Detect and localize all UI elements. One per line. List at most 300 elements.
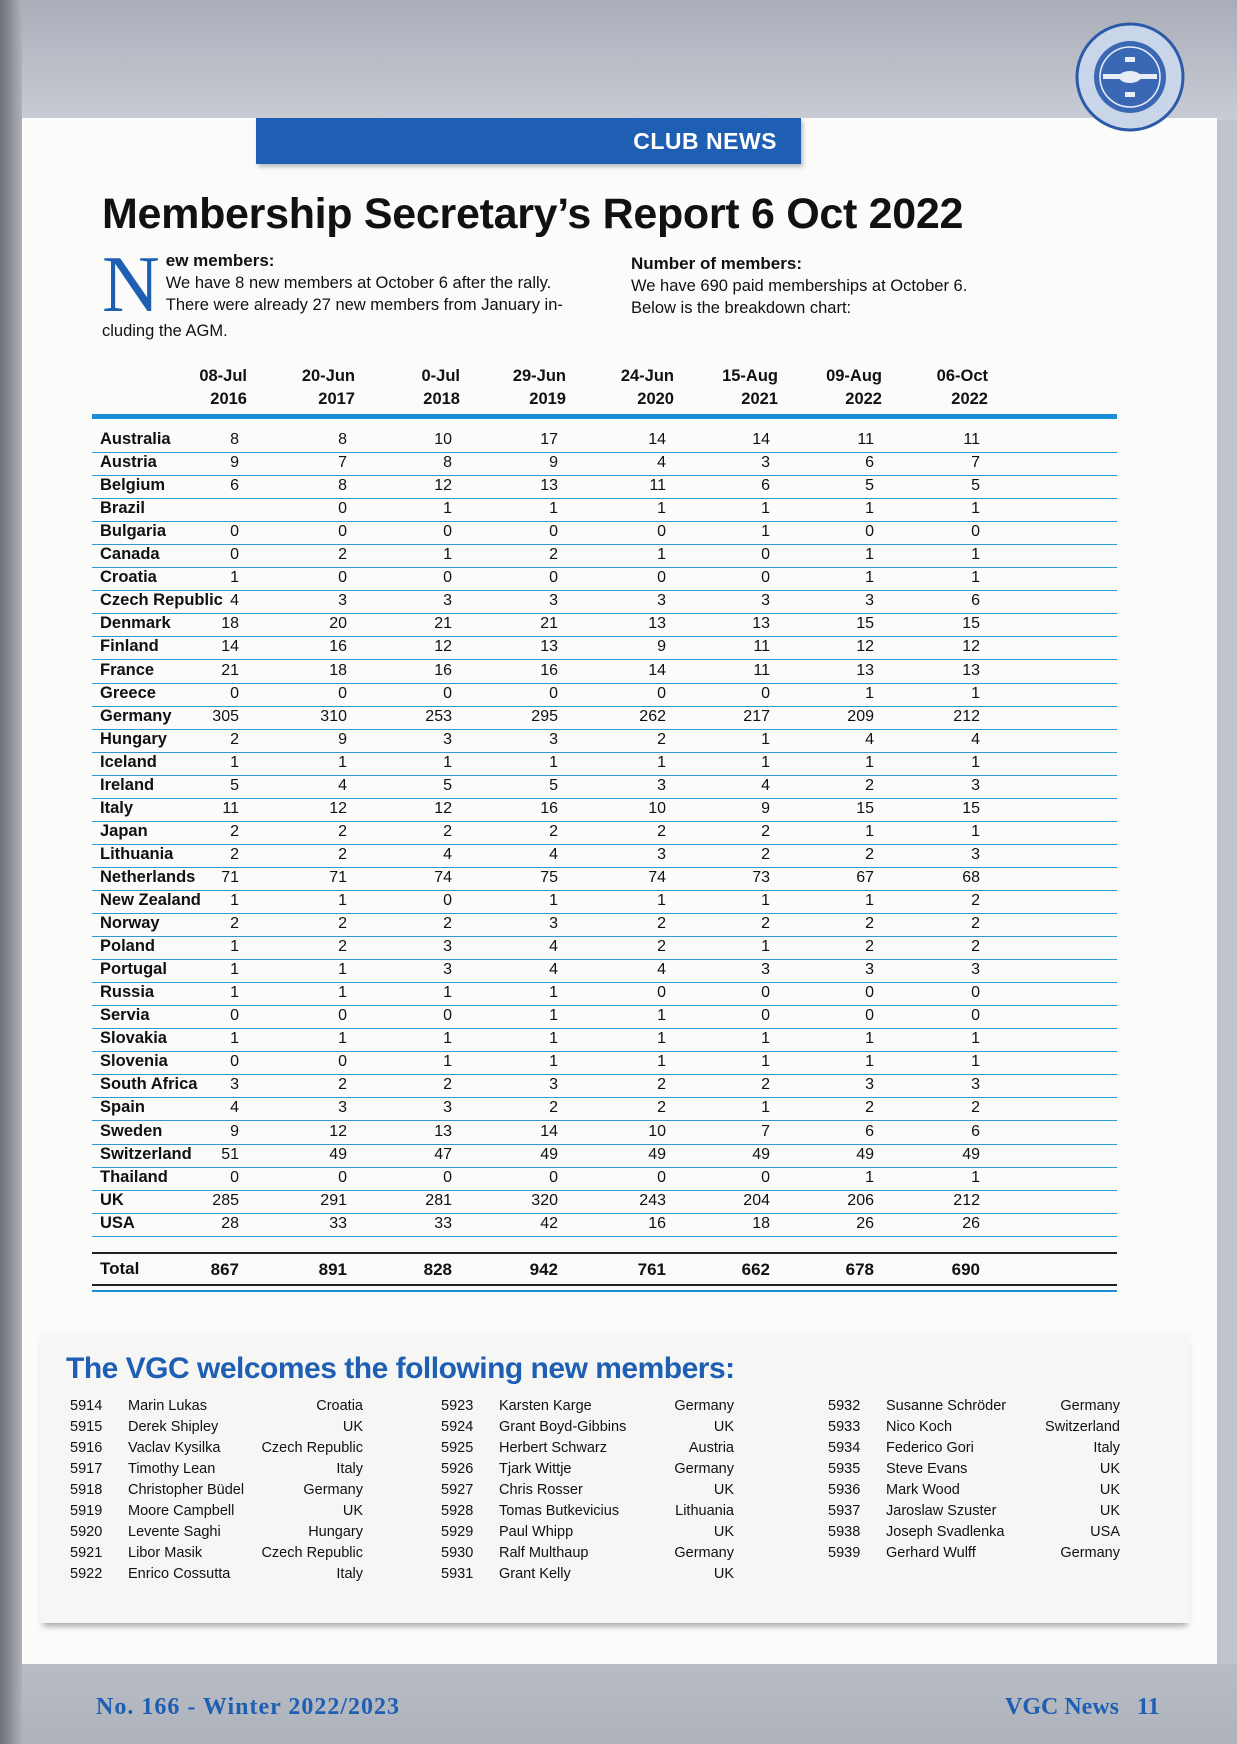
member-count-cell: 0 (549, 569, 558, 587)
table-row (92, 729, 1117, 753)
member-count-cell: 21 (434, 615, 452, 633)
country-name: USA (100, 1213, 135, 1232)
member-count-cell: 51 (221, 1145, 239, 1163)
member-count-cell: 1 (865, 753, 874, 771)
member-name: Karsten Karge (499, 1398, 592, 1414)
member-count-cell: 1 (761, 523, 770, 541)
list-item (828, 1482, 1120, 1503)
list-item (828, 1524, 1120, 1545)
member-count-cell: 2 (338, 1076, 347, 1094)
member-count-cell: 15 (856, 799, 874, 817)
list-item (70, 1503, 363, 1524)
member-count-cell: 0 (230, 1168, 239, 1186)
member-count-cell: 16 (540, 799, 558, 817)
member-count-cell: 1 (971, 822, 980, 840)
member-number: 5924 (441, 1419, 474, 1435)
member-count-cell: 0 (657, 684, 666, 702)
member-count-cell: 0 (657, 523, 666, 541)
member-count-cell: 13 (434, 1122, 452, 1140)
table-row (92, 982, 1117, 1006)
member-count-cell: 1 (865, 684, 874, 702)
table-row (92, 1167, 1117, 1191)
member-count-cell: 3 (865, 1076, 874, 1094)
member-country: UK (713, 1482, 734, 1498)
country-name: Poland (100, 937, 156, 956)
number-of-members-line: We have 690 paid memberships at October 6. (631, 277, 968, 295)
column-header-year: 2022 (951, 390, 988, 408)
member-count-cell: 0 (657, 569, 666, 587)
column-header-year: 2017 (318, 390, 355, 408)
member-count-cell: 1 (657, 892, 666, 909)
member-country: Italy (336, 1461, 363, 1477)
member-count-cell: 1 (443, 546, 452, 564)
member-country: Czech Republic (261, 1545, 363, 1561)
member-country: Croatia (316, 1398, 363, 1414)
member-count-cell: 3 (657, 845, 666, 863)
list-item (828, 1440, 1120, 1461)
column-header-date: 29-Jun (512, 367, 566, 385)
column-header-date: 08-Jul (199, 367, 247, 385)
member-count-cell: 0 (971, 1007, 980, 1025)
list-item (441, 1566, 734, 1587)
member-count-cell: 1 (230, 961, 239, 979)
member-name: Tomas Butkevicius (499, 1503, 620, 1519)
member-number: 5937 (828, 1503, 861, 1519)
member-count-cell: 3 (443, 961, 452, 979)
table-row (92, 706, 1117, 730)
member-name: Grant Kelly (499, 1566, 571, 1582)
table-row (92, 1121, 1117, 1145)
table-row (92, 913, 1117, 937)
country-name: Canada (100, 545, 160, 564)
table-row (92, 567, 1117, 591)
member-count-cell: 12 (434, 799, 452, 817)
member-count-cell: 2 (657, 822, 666, 840)
member-count-cell: 13 (856, 661, 874, 679)
section-label: CLUB NEWS (633, 128, 777, 154)
member-number: 5925 (441, 1440, 474, 1456)
member-count-cell: 2 (230, 915, 239, 933)
column-header-year: 2022 (845, 390, 882, 408)
list-item (441, 1503, 734, 1524)
binding-shadow (0, 0, 22, 1744)
list-item (828, 1503, 1120, 1524)
member-count-cell: 14 (648, 431, 666, 448)
member-count-cell: 11 (857, 431, 874, 448)
publication-footer (1005, 1694, 1160, 1721)
member-count-cell: 4 (865, 730, 874, 748)
country-name: Spain (100, 1098, 145, 1117)
table-total-row (92, 1252, 1117, 1286)
total-count-cell: 828 (423, 1260, 452, 1279)
new-members-intro (102, 241, 607, 342)
number-of-members-heading: Number of members: (631, 254, 802, 273)
member-name: Ralf Multhaup (499, 1545, 589, 1561)
country-name: France (100, 660, 155, 679)
page-number: 11 (1137, 1694, 1160, 1720)
member-count-cell: 5 (230, 776, 239, 794)
list-item (441, 1440, 734, 1461)
member-count-cell: 0 (338, 1053, 347, 1071)
member-count-cell: 5 (443, 776, 452, 794)
member-count-cell: 0 (338, 684, 347, 702)
member-count-cell: 8 (443, 454, 452, 472)
column-header (678, 365, 778, 411)
member-count-cell: 74 (648, 868, 666, 886)
member-count-cell: 1 (230, 753, 239, 771)
member-country: UK (342, 1419, 363, 1435)
table-row (92, 1051, 1117, 1075)
member-count-cell: 2 (971, 915, 980, 933)
member-number: 5929 (441, 1524, 474, 1540)
member-number: 5935 (828, 1461, 861, 1477)
member-count-cell: 2 (443, 915, 452, 933)
country-name: Czech Republic (100, 591, 223, 610)
new-members-column (828, 1398, 1120, 1566)
member-name: Levente Saghi (128, 1524, 221, 1540)
member-country: UK (1099, 1482, 1120, 1498)
member-count-cell: 3 (549, 592, 558, 610)
member-count-cell: 1 (230, 892, 239, 909)
list-item (828, 1461, 1120, 1482)
member-count-cell: 9 (657, 638, 666, 656)
member-number: 5939 (828, 1545, 861, 1561)
member-number: 5916 (70, 1440, 103, 1456)
member-count-cell: 209 (847, 707, 874, 725)
table-row (92, 498, 1117, 522)
member-name: Nico Koch (886, 1419, 953, 1435)
member-name: Derek Shipley (128, 1419, 219, 1435)
member-count-cell: 0 (230, 1053, 239, 1071)
country-name: Finland (100, 637, 159, 656)
total-underline (92, 1290, 1117, 1292)
member-count-cell: 1 (971, 1030, 980, 1048)
member-count-cell: 1 (865, 1053, 874, 1071)
member-name: Chris Rosser (499, 1482, 583, 1498)
member-count-cell: 253 (425, 707, 452, 725)
column-header (147, 365, 247, 411)
member-count-cell: 3 (657, 776, 666, 794)
member-count-cell: 3 (549, 1076, 558, 1094)
member-country: Switzerland (1045, 1419, 1120, 1435)
member-name: Gerhard Wulff (886, 1545, 976, 1561)
country-name: Italy (100, 798, 134, 817)
member-number: 5927 (441, 1482, 474, 1498)
member-count-cell: 1 (338, 961, 347, 979)
member-count-cell: 49 (648, 1145, 666, 1163)
member-count-cell: 1 (865, 1030, 874, 1048)
member-count-cell: 3 (443, 1099, 452, 1117)
member-count-cell: 12 (962, 638, 980, 656)
member-count-cell: 0 (443, 1007, 452, 1025)
member-count-cell: 12 (434, 638, 452, 656)
member-count-cell: 13 (752, 615, 770, 633)
member-count-cell: 6 (865, 1122, 874, 1140)
member-count-cell: 42 (540, 1214, 558, 1232)
member-count-cell: 1 (971, 753, 980, 771)
member-count-cell: 12 (434, 477, 452, 495)
member-country: UK (1099, 1503, 1120, 1519)
member-count-cell: 3 (443, 730, 452, 748)
vgc-logo-seal (1075, 22, 1185, 132)
member-count-cell: 0 (443, 684, 452, 702)
article-title: Membership Secretary’s Report 6 Oct 2022 (102, 190, 964, 238)
member-name: Vaclav Kysilka (128, 1440, 221, 1456)
table-row (92, 475, 1117, 499)
member-count-cell: 6 (865, 454, 874, 472)
member-count-cell: 2 (657, 915, 666, 933)
country-name: Iceland (100, 752, 157, 771)
member-count-cell: 26 (962, 1214, 980, 1232)
column-header (782, 365, 882, 411)
number-of-members-line: Below is the breakdown chart: (631, 299, 852, 317)
table-row (92, 660, 1117, 684)
member-count-cell: 16 (329, 638, 347, 656)
country-name: New Zealand (100, 891, 201, 909)
country-name: Germany (100, 706, 172, 725)
member-count-cell: 1 (865, 1168, 874, 1186)
table-row (92, 775, 1117, 799)
member-count-cell: 2 (549, 546, 558, 564)
member-count-cell: 2 (230, 845, 239, 863)
member-count-cell: 1 (443, 753, 452, 771)
total-label: Total (100, 1259, 140, 1278)
member-count-cell: 0 (230, 684, 239, 702)
country-name: Austria (100, 453, 157, 472)
member-count-cell: 1 (549, 500, 558, 518)
member-count-cell: 3 (865, 592, 874, 610)
member-count-cell: 1 (657, 1053, 666, 1071)
member-count-cell: 5 (549, 776, 558, 794)
new-members-heading: ew members: (165, 251, 275, 270)
country-name: Sweden (100, 1121, 163, 1140)
list-item (441, 1524, 734, 1545)
member-number: 5931 (441, 1566, 474, 1582)
member-count-cell: 1 (549, 1053, 558, 1071)
member-count-cell: 1 (443, 1053, 452, 1071)
member-count-cell: 11 (753, 661, 770, 679)
table-row (92, 1144, 1117, 1168)
member-number: 5921 (70, 1545, 103, 1561)
member-count-cell: 8 (338, 477, 347, 495)
member-number: 5918 (70, 1482, 103, 1498)
member-number: 5933 (828, 1419, 861, 1435)
country-name: Brazil (100, 499, 145, 518)
member-name: Federico Gori (886, 1440, 974, 1456)
member-count-cell: 212 (953, 1191, 980, 1209)
member-count-cell: 0 (230, 523, 239, 541)
member-count-cell: 0 (761, 1168, 770, 1186)
member-count-cell: 217 (743, 707, 770, 725)
country-name: Netherlands (100, 867, 196, 886)
member-count-cell: 1 (549, 1030, 558, 1048)
member-count-cell: 16 (648, 1214, 666, 1232)
member-count-cell: 1 (971, 1168, 980, 1186)
member-count-cell: 2 (230, 822, 239, 840)
member-count-cell: 15 (962, 615, 980, 633)
column-header (466, 365, 566, 411)
table-row (92, 544, 1117, 568)
table-row (92, 521, 1117, 545)
member-count-cell: 2 (549, 1099, 558, 1117)
member-count-cell: 9 (338, 730, 347, 748)
member-count-cell: 1 (338, 1030, 347, 1048)
country-name: Russia (100, 983, 155, 1002)
country-name: Hungary (100, 729, 167, 748)
member-name: Herbert Schwarz (499, 1440, 607, 1456)
member-count-cell: 4 (657, 961, 666, 979)
member-country: Czech Republic (261, 1440, 363, 1456)
table-row (92, 1074, 1117, 1098)
country-name: Slovakia (100, 1029, 167, 1048)
member-country: UK (713, 1524, 734, 1540)
member-count-cell: 0 (865, 1007, 874, 1025)
column-header-year: 2016 (210, 390, 247, 408)
member-count-cell: 1 (657, 753, 666, 771)
member-count-cell: 73 (752, 868, 770, 886)
total-count-cell: 690 (951, 1260, 980, 1279)
member-count-cell: 1 (761, 1099, 770, 1117)
member-count-cell: 14 (540, 1122, 558, 1140)
member-country: Germany (1060, 1545, 1120, 1561)
country-name: South Africa (100, 1075, 198, 1094)
member-name: Joseph Svadlenka (886, 1524, 1005, 1540)
country-name: Denmark (100, 614, 171, 633)
table-row (92, 959, 1117, 983)
member-count-cell: 7 (761, 1122, 770, 1140)
column-header (574, 365, 674, 411)
member-count-cell: 2 (338, 938, 347, 956)
member-country: UK (713, 1419, 734, 1435)
member-country: Lithuania (675, 1503, 734, 1519)
country-name: Greece (100, 683, 156, 702)
member-count-cell: 1 (443, 1030, 452, 1048)
member-count-cell: 12 (329, 1122, 347, 1140)
member-number: 5919 (70, 1503, 103, 1519)
member-count-cell: 10 (434, 431, 452, 448)
country-name: Belgium (100, 476, 166, 495)
member-name: Susanne Schröder (886, 1398, 1007, 1414)
member-count-cell: 2 (971, 1099, 980, 1117)
member-count-cell: 0 (338, 1168, 347, 1186)
welcome-title: The VGC welcomes the following new members: (66, 1352, 735, 1385)
member-count-cell: 2 (971, 938, 980, 956)
member-count-cell: 11 (963, 431, 980, 448)
member-count-cell: 0 (971, 984, 980, 1002)
table-row (92, 1097, 1117, 1121)
drop-cap: N (102, 241, 160, 329)
member-name: Marin Lukas (128, 1398, 207, 1414)
list-item (441, 1419, 734, 1440)
section-banner (256, 118, 801, 164)
list-item (70, 1461, 363, 1482)
member-count-cell: 2 (865, 915, 874, 933)
member-count-cell: 1 (549, 753, 558, 771)
member-count-cell: 0 (443, 1168, 452, 1186)
member-name: Grant Boyd-Gibbins (499, 1419, 627, 1435)
member-count-cell: 0 (865, 523, 874, 541)
member-count-cell: 2 (549, 822, 558, 840)
column-header-date: 15-Aug (722, 367, 778, 385)
member-count-cell: 1 (865, 892, 874, 909)
member-count-cell: 3 (338, 592, 347, 610)
top-scan-band (0, 0, 1237, 120)
member-count-cell: 2 (865, 845, 874, 863)
member-count-cell: 71 (329, 868, 347, 886)
member-count-cell: 14 (752, 431, 770, 448)
member-count-cell: 1 (443, 500, 452, 518)
member-count-cell: 15 (856, 615, 874, 633)
member-count-cell: 1 (761, 938, 770, 956)
member-count-cell: 13 (962, 661, 980, 679)
member-count-cell: 28 (221, 1214, 239, 1232)
member-count-cell: 14 (648, 661, 666, 679)
member-count-cell: 204 (743, 1191, 770, 1209)
member-count-cell: 1 (971, 569, 980, 587)
issue-label: No. 166 - Winter 2022/2023 (96, 1694, 401, 1720)
member-count-cell: 75 (540, 868, 558, 886)
member-count-cell: 11 (222, 799, 239, 817)
table-row (92, 752, 1117, 776)
member-number: 5936 (828, 1482, 861, 1498)
table-row (92, 890, 1117, 914)
member-count-cell: 0 (761, 569, 770, 587)
country-name: Portugal (100, 960, 167, 979)
list-item (70, 1440, 363, 1461)
member-country: Germany (674, 1461, 734, 1477)
member-count-cell: 49 (962, 1145, 980, 1163)
member-count-cell: 295 (531, 707, 558, 725)
member-count-cell: 7 (971, 454, 980, 472)
country-name: Slovenia (100, 1052, 168, 1071)
member-count-cell: 1 (338, 984, 347, 1002)
publication-name: VGC News (1005, 1694, 1119, 1720)
table-row (92, 936, 1117, 960)
member-count-cell: 16 (434, 661, 452, 679)
member-count-cell: 18 (329, 661, 347, 679)
member-country: Austria (688, 1440, 734, 1456)
column-header-date: 09-Aug (826, 367, 882, 385)
member-count-cell: 4 (549, 845, 558, 863)
member-count-cell: 2 (761, 1076, 770, 1094)
member-name: Steve Evans (886, 1461, 968, 1477)
member-count-cell: 3 (761, 961, 770, 979)
member-country: Germany (303, 1482, 363, 1498)
member-count-cell: 1 (549, 1007, 558, 1025)
member-count-cell: 291 (320, 1191, 347, 1209)
member-count-cell: 1 (338, 753, 347, 771)
member-count-cell: 17 (540, 431, 558, 448)
new-members-line: There were already 27 new members from January in- (165, 296, 563, 314)
column-header-year: 2020 (637, 390, 674, 408)
country-name: Australia (100, 430, 171, 448)
member-count-cell: 13 (540, 477, 558, 495)
list-item (70, 1545, 363, 1566)
member-number: 5923 (441, 1398, 474, 1414)
member-count-cell: 2 (338, 822, 347, 840)
column-header-date: 24-Jun (620, 367, 674, 385)
member-name: Paul Whipp (499, 1524, 574, 1540)
member-count-cell: 1 (971, 1053, 980, 1071)
table-row (92, 636, 1117, 660)
column-header-date: 06-Oct (936, 367, 988, 385)
member-count-cell: 1 (549, 892, 558, 909)
column-header-year: 2019 (529, 390, 566, 408)
member-count-cell: 18 (221, 615, 239, 633)
member-number: 5930 (441, 1545, 474, 1561)
country-name: Servia (100, 1006, 150, 1025)
new-members-column (70, 1398, 363, 1587)
